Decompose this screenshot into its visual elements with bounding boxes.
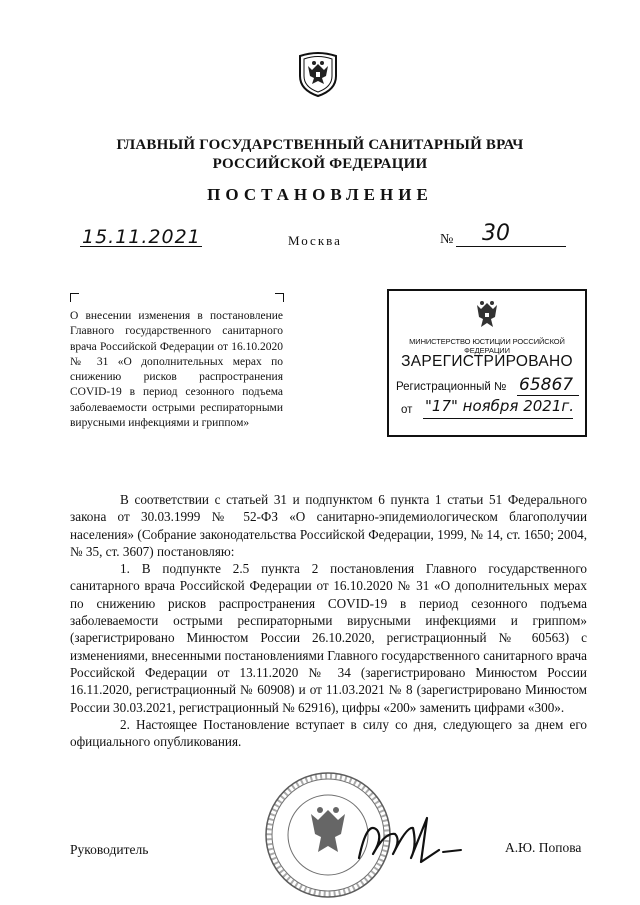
russian-coat-of-arms-icon: [292, 48, 344, 98]
stamp-reg-number: 65867: [519, 375, 574, 395]
number-underline: [456, 246, 566, 247]
stamp-number-underline: [517, 395, 579, 396]
decree-subject: О внесении изменения в постановление Главного государственного санитарного врача Российской Федерации от 16.10.2020 № 31 «О дополнительных мерах по снижению рисков распространения COVID-19 в период сезонного подъема заболеваемости острыми респираторными вирусными инфекциями и гриппом»: [70, 310, 283, 430]
registration-stamp: [387, 289, 587, 437]
preamble: В соответствии с статьей 31 и подпунктом 6 пункта 1 статьи 51 Федерального закона от 30.03.1999 № 52-ФЗ «О санитарно-эпидемиологическом благополучии населения» (Собрание законодательства Российской Федерации, 1999, № 14, ст. 1650; 2004, № 35, ст. 3607) постановляю:: [70, 492, 587, 559]
subject-corner-right: [275, 293, 284, 302]
item-1: 1. В подпункте 2.5 пункта 2 постановления Главного государственного санитарного врача Российской Федерации от 16.10.2020 № 31 «О дополнительных мерах по снижению рисков распространения COVID-19 в период сезонного подъема заболеваемости острыми респираторными вирусными инфекциями и гриппом» (зарегистрировано Минюстом России 26.10.2020, регистрационный № 60563) с изменениями, внесенными постановлениями Главного государственного санитарного врача Российской Федерации от 13.11.2020 № 34 (зарегистрировано Минюстом России 16.11.2020, регистрационный № 60908) и от 11.03.2021 № 8 (зарегистрировано Минюстом России 30.03.2021, регистрационный № 62916), цифры «200» заменить цифрами «300».: [70, 561, 587, 715]
number-sign: №: [440, 232, 454, 247]
decree-date: 15.11.2021: [82, 226, 201, 248]
stamp-reg-number-label: Регистрационный №: [396, 381, 507, 393]
date-underline: [80, 246, 202, 247]
city: Москва: [288, 233, 342, 248]
stamp-date-underline: [423, 418, 573, 419]
stamp-from-label: от: [401, 404, 413, 416]
decree-body: [70, 491, 587, 750]
stamp-ministry: МИНИСТЕРСТВО ЮСТИЦИИ РОССИЙСКОЙ ФЕДЕРАЦИИ: [409, 337, 565, 355]
signatory-position: Руководитель: [70, 842, 149, 857]
stamp-registered: ЗАРЕГИСТРИРОВАНО: [401, 353, 573, 370]
issuer-title-line1: ГЛАВНЫЙ ГОСУДАРСТВЕННЫЙ САНИТАРНЫЙ ВРАЧ: [116, 137, 524, 153]
handwritten-signature-icon: [355, 810, 465, 870]
decree-title: ПОСТАНОВЛЕНИЕ: [207, 185, 433, 204]
russian-coat-of-arms-icon: [467, 297, 507, 333]
subject-corner-left: [70, 293, 79, 302]
signatory-name: А.Ю. Попова: [505, 840, 582, 855]
decree-number: 30: [482, 221, 510, 246]
item-2: 2. Настоящее Постановление вступает в силу со дня, следующего за днем его официального опубликования.: [70, 716, 587, 750]
issuer-title-line2: РОССИЙСКОЙ ФЕДЕРАЦИИ: [212, 156, 428, 172]
stamp-date: "17" ноября 2021г.: [425, 397, 575, 415]
